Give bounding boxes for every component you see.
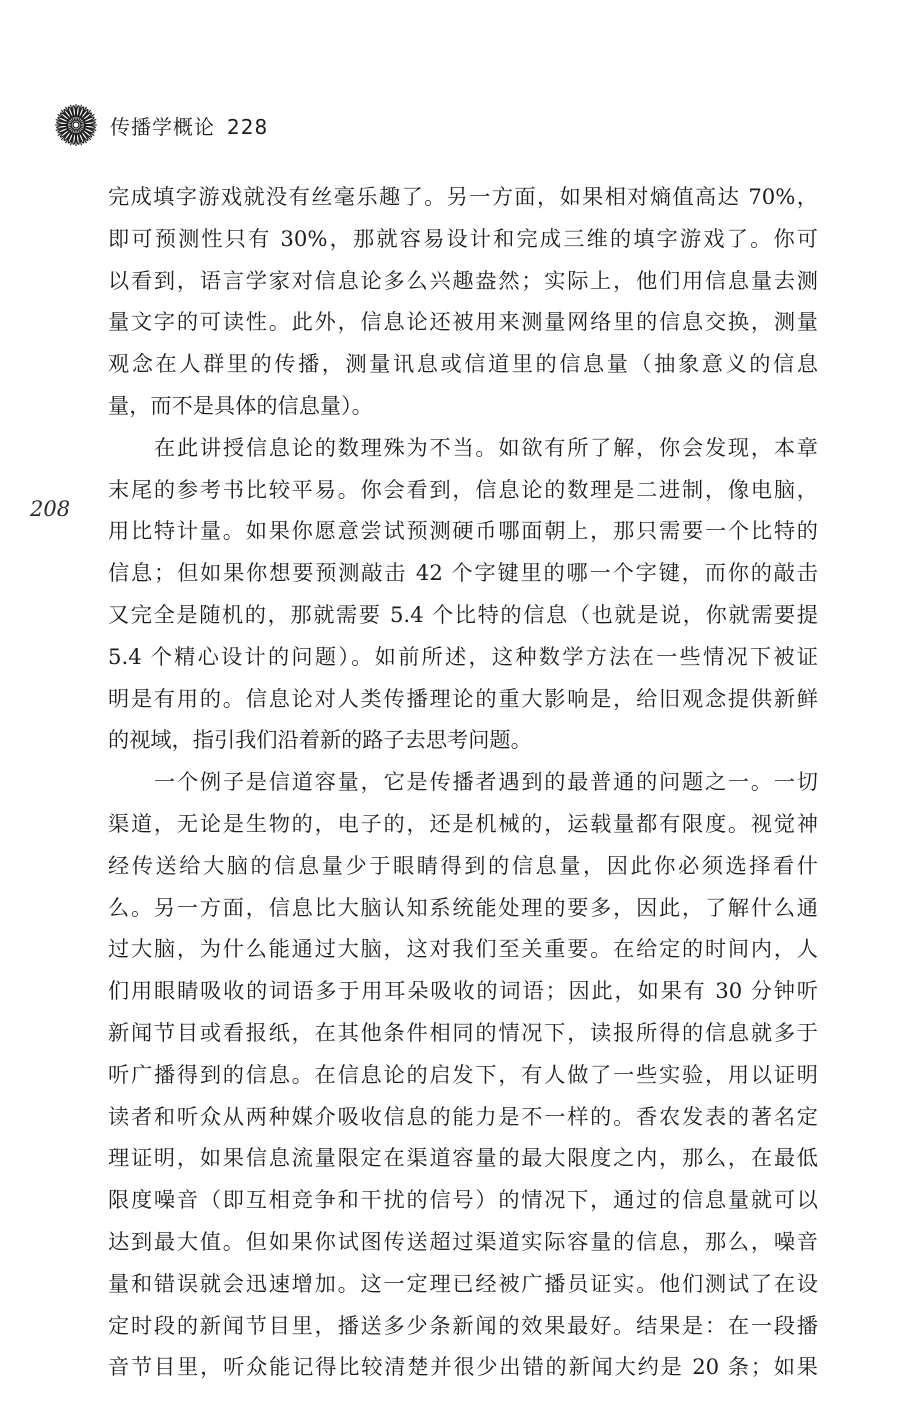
text-line: 即可预测性只有 30%，那就容易设计和完成三维的填字游戏了。你可: [108, 225, 818, 251]
text-line: 新闻节目或看报纸，在其他条件相同的情况下，读报所得的信息就多于: [108, 1019, 818, 1045]
text-line: 在此讲授信息论的数理殊为不当。如欲有所了解，你会发现，本章: [154, 434, 818, 460]
text-line: 又完全是随机的，那就需要 5.4 个比特的信息（也就是说，你就需要提: [108, 601, 818, 627]
text-line: 理证明，如果信息流量限定在渠道容量的最大限度之内，那么，在最低: [108, 1145, 818, 1171]
text-line: 们用眼睛吸收的词语多于用耳朵吸收的词语；因此，如果有 30 分钟听: [108, 978, 818, 1004]
text-line: 限度噪音（即互相竞争和干扰的信号）的情况下，通过的信息量就可以: [108, 1187, 818, 1213]
running-header: [52, 100, 268, 150]
text-line: 用比特计量。如果你愿意尝试预测硬币哪面朝上，那只需要一个比特的: [108, 518, 818, 544]
text-line: 明是有用的。信息论对人类传播理论的重大影响是，给旧观念提供新鲜: [108, 685, 818, 711]
text-line: 量和错误就会迅速增加。这一定理已经被广播员证实。他们测试了在设: [108, 1270, 818, 1296]
text-line: 经传送给大脑的信息量少于眼睛得到的信息量，因此你必须选择看什: [108, 852, 818, 878]
page-number: 228: [227, 114, 269, 139]
book-title-text: 传播学概论: [110, 114, 215, 139]
text-line: 以看到，语言学家对信息论多么兴趣盎然；实际上，他们用信息量去测: [108, 267, 818, 293]
text-line: 定时段的新闻节目里，播送多少条新闻的效果最好。结果是：在一段播: [108, 1312, 818, 1338]
text-line: 末尾的参考书比较平易。你会看到，信息论的数理是二进制，像电脑，: [108, 476, 818, 502]
text-line: 完成填字游戏就没有丝毫乐趣了。另一方面，如果相对熵值高达 70%，: [108, 184, 818, 209]
margin-page-number: 208: [30, 497, 71, 521]
text-line: 音节目里，听众能记得比较清楚并很少出错的新闻大约是 20 条；如果: [108, 1354, 818, 1380]
text-line: 量，而不是具体的信息量）。: [108, 392, 373, 418]
text-line: 信息；但如果你想要预测敲击 42 个字键里的哪一个字键，而你的敲击: [108, 560, 818, 586]
text-line: 读者和听众从两种媒介吸收信息的能力是不一样的。香农发表的著名定: [108, 1103, 818, 1129]
text-line: 5.4 个精心设计的问题）。如前所述，这种数学方法在一些情况下被证: [108, 643, 818, 669]
dharma-wheel-icon: [52, 101, 100, 149]
text-line: 观念在人群里的传播，测量讯息或信道里的信息量（抽象意义的信息: [108, 351, 818, 377]
text-line: 达到最大值。但如果你试图传送超过渠道实际容量的信息，那么，噪音: [108, 1228, 818, 1254]
book-title: [110, 111, 268, 140]
text-line: 量文字的可读性。此外，信息论还被用来测量网络里的信息交换，测量: [108, 309, 818, 335]
text-line: 听广播得到的信息。在信息论的启发下，有人做了一些实验，用以证明: [108, 1061, 818, 1087]
text-line: 过大脑，为什么能通过大脑，这对我们至关重要。在给定的时间内，人: [108, 936, 818, 962]
body-text: [108, 176, 818, 1388]
text-line: 的视域，指引我们沿着新的路子去思考问题。: [108, 727, 532, 753]
text-line: 一个例子是信道容量，它是传播者遇到的最普通的问题之一。一切: [154, 769, 818, 795]
text-line: 渠道，无论是生物的，电子的，还是机械的，运载量都有限度。视觉神: [108, 810, 818, 836]
text-line: 么。另一方面，信息比大脑认知系统能处理的要多，因此，了解什么通: [108, 894, 818, 920]
